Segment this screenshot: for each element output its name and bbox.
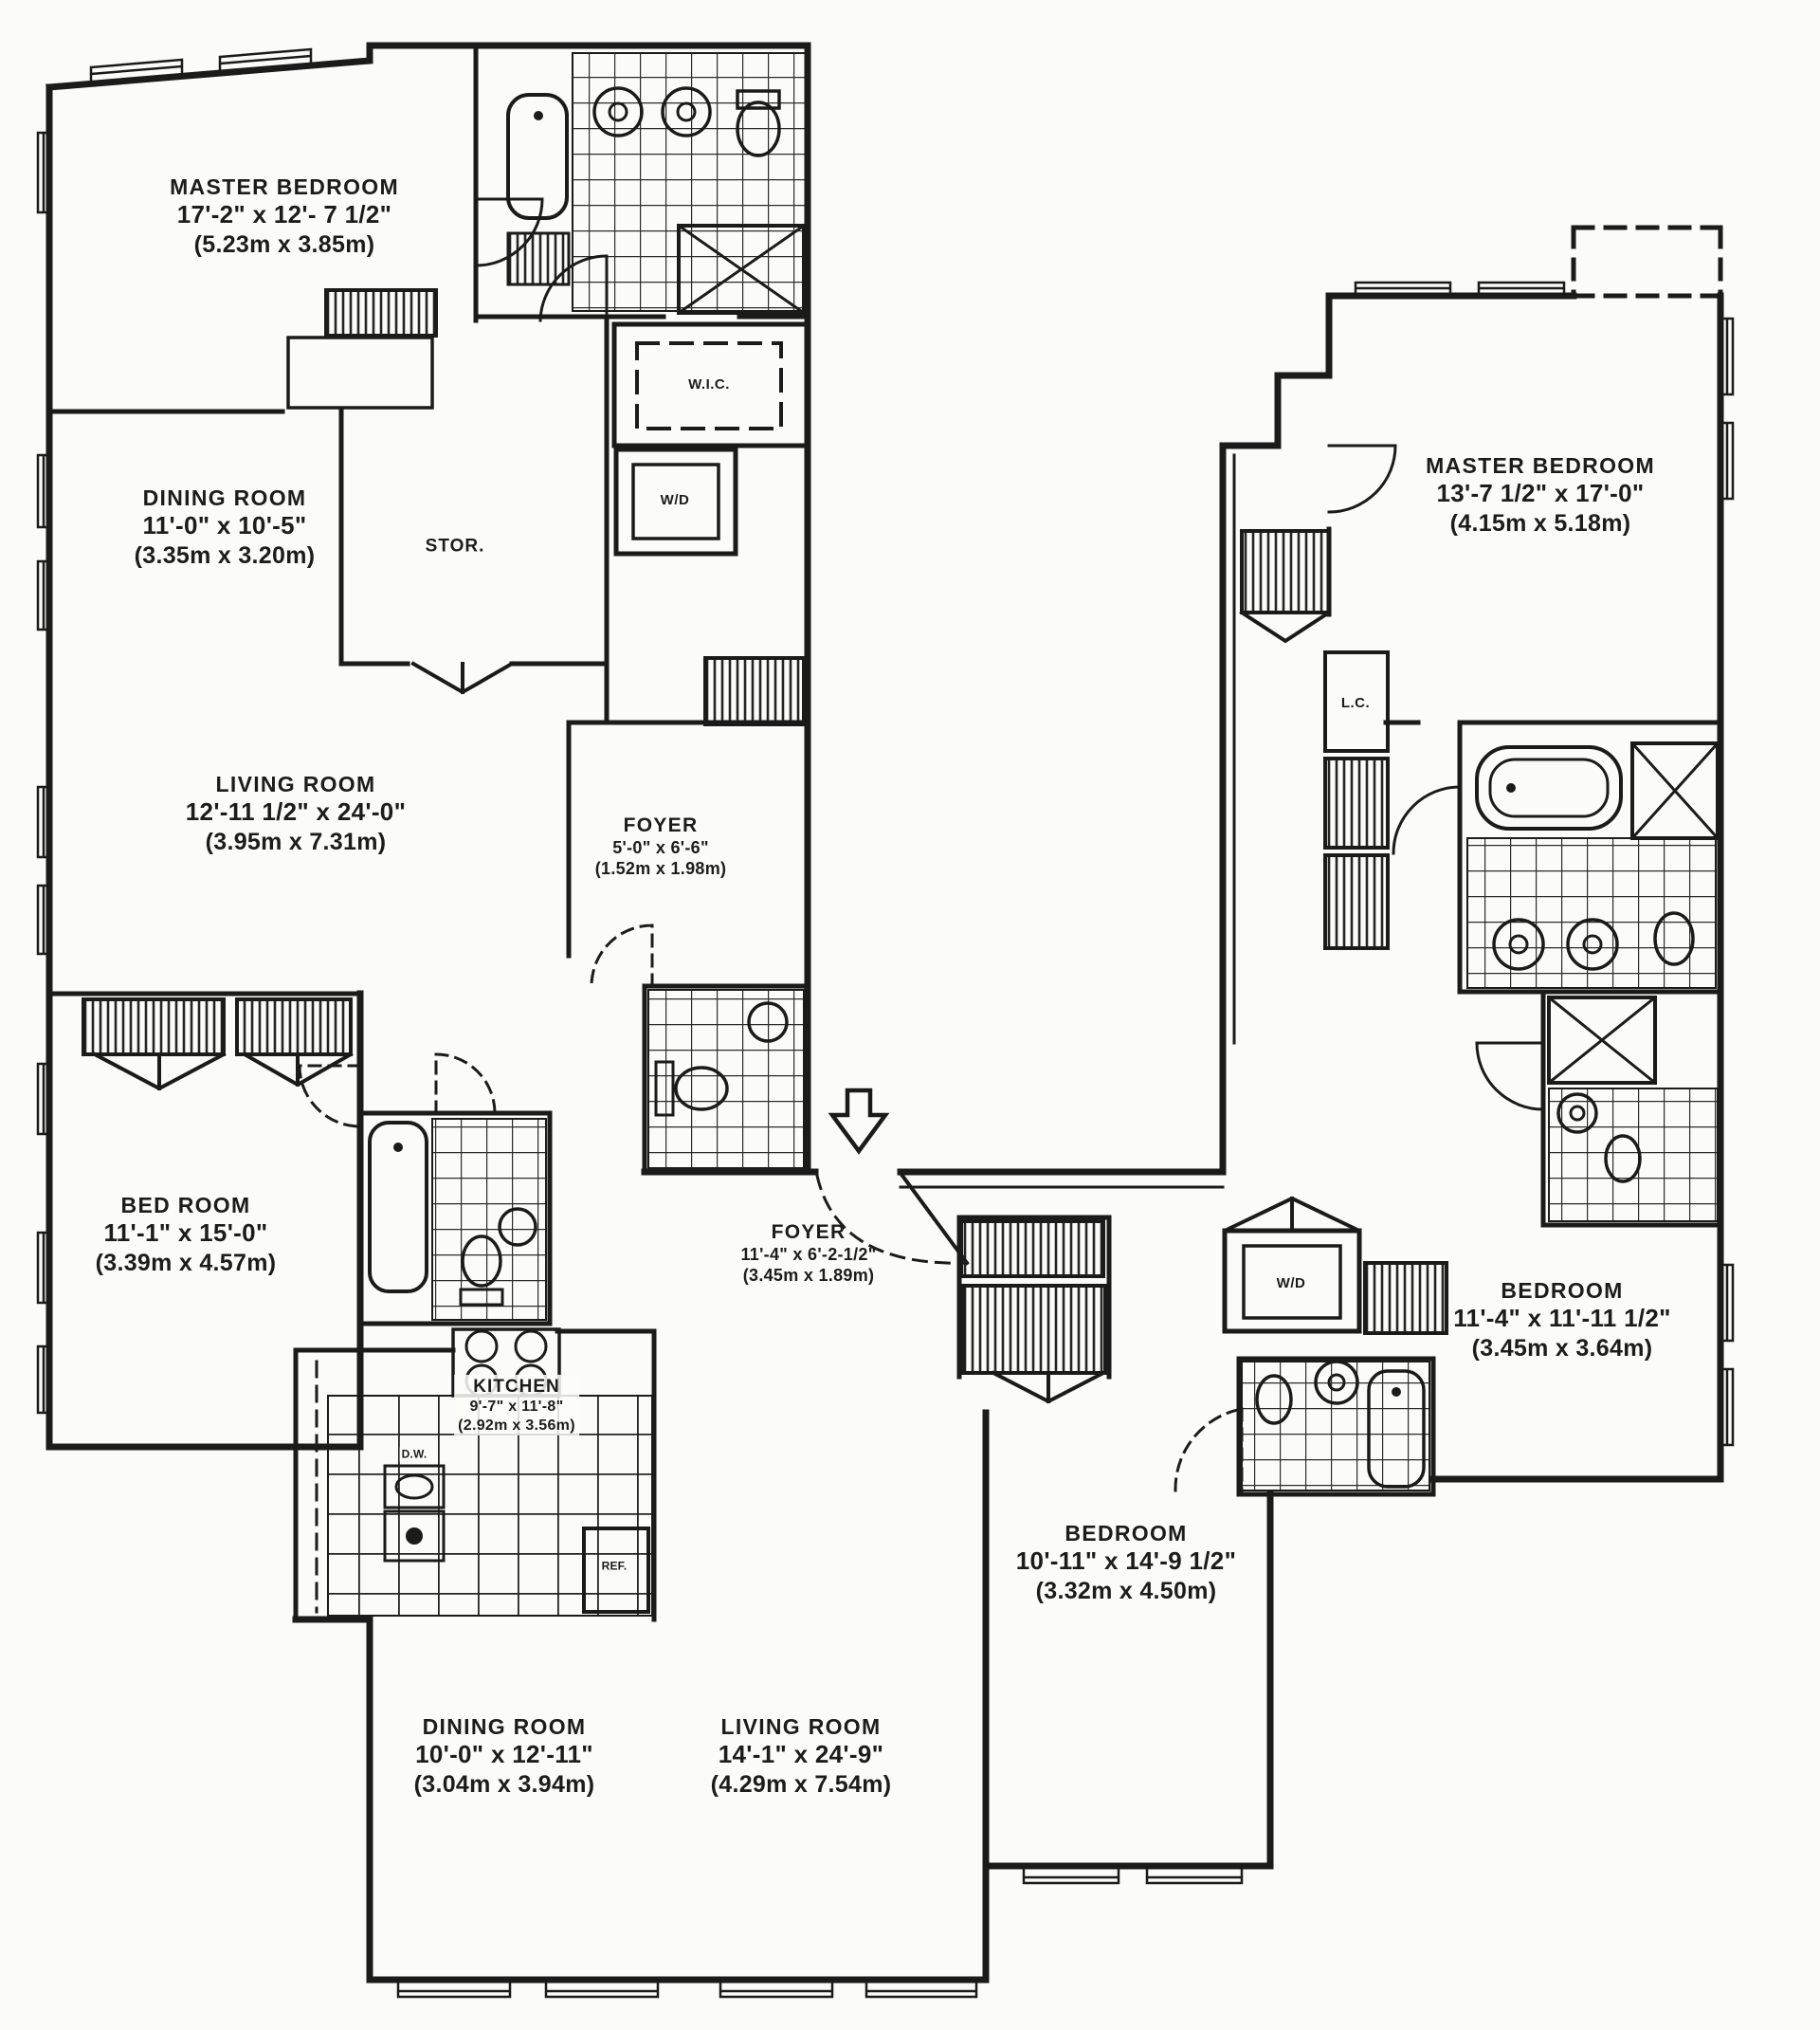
- room-dimensions-metric: (3.45m x 1.89m): [742, 1265, 875, 1285]
- room-dimensions-imperial: 9'-7" x 11'-8": [469, 1399, 564, 1416]
- room-name: LIVING ROOM: [720, 1713, 882, 1739]
- room-label-bedroom-b1: [1453, 1277, 1671, 1362]
- room-name: MASTER BEDROOM: [1426, 452, 1655, 478]
- room-name: DINING ROOM: [142, 485, 307, 510]
- room-dimensions-metric: (3.32m x 4.50m): [1035, 1577, 1217, 1604]
- room-dimensions-imperial: 10'-0" x 12'-11": [415, 1739, 593, 1768]
- room-dimensions-metric: (3.39m x 4.57m): [95, 1249, 277, 1276]
- room-name: BEDROOM: [1065, 1520, 1188, 1545]
- room-name: L.C.: [1340, 694, 1371, 711]
- room-dimensions-metric: (3.04m x 3.94m): [413, 1770, 595, 1798]
- room-dimensions-metric: (4.29m x 7.54m): [710, 1770, 892, 1798]
- room-dimensions-metric: (1.52m x 1.98m): [594, 858, 727, 878]
- room-name: W.I.C.: [688, 375, 730, 393]
- room-label-wd-a: [661, 492, 690, 509]
- room-name: REF.: [601, 1559, 628, 1573]
- room-dimensions-metric: (3.35m x 3.20m): [134, 541, 316, 569]
- room-dimensions-imperial: 14'-1" x 24'-9": [718, 1739, 884, 1768]
- room-dimensions-metric: (3.45m x 3.64m): [1471, 1334, 1653, 1362]
- room-name: FOYER: [771, 1221, 846, 1244]
- room-label-ref-b: [600, 1560, 629, 1574]
- room-name: LIVING ROOM: [215, 771, 376, 796]
- entry-arrow-icon: [832, 1090, 885, 1151]
- room-dimensions-imperial: 12'-11 1/2" x 24'-0": [185, 796, 407, 826]
- room-dimensions-imperial: 17'-2" x 12'- 7 1/2": [176, 199, 392, 229]
- room-name: W/D: [1276, 1274, 1306, 1291]
- room-label-dw-b: [400, 1448, 429, 1462]
- room-dimensions-imperial: 11'-4" x 6'-2-1/2": [740, 1244, 877, 1264]
- room-label-foyer-a: [595, 814, 727, 880]
- room-dimensions-imperial: 5'-0" x 6'-6": [612, 837, 709, 857]
- room-dimensions-imperial: 11'-4" x 11'-11 1/2": [1453, 1303, 1671, 1332]
- room-label-dining-room-a: [135, 485, 316, 570]
- room-name: FOYER: [623, 814, 699, 837]
- room-dimensions-imperial: 11'-1" x 15'-0": [103, 1217, 268, 1247]
- room-dimensions-metric: (5.23m x 3.85m): [193, 230, 375, 258]
- room-label-wic-a: [688, 376, 730, 393]
- room-dimensions-metric: (2.92m x 3.56m): [458, 1417, 575, 1434]
- room-dimensions-metric: (4.15m x 5.18m): [1449, 509, 1631, 537]
- room-label-bedroom-b2: [1016, 1520, 1236, 1605]
- room-label-living-room-b: [711, 1713, 892, 1799]
- room-dimensions-imperial: 10'-11" x 14'-9 1/2": [1015, 1545, 1237, 1575]
- room-dimensions-imperial: 11'-0" x 10'-5": [142, 510, 307, 540]
- room-label-lc-b: [1341, 695, 1370, 712]
- dashed-projection: [1574, 228, 1720, 296]
- room-label-foyer-b: [740, 1220, 876, 1287]
- room-name: BED ROOM: [120, 1192, 251, 1217]
- room-dimensions-imperial: 13'-7 1/2" x 17'-0": [1436, 478, 1645, 507]
- room-label-kitchen-b: [454, 1375, 579, 1436]
- room-label-wd-b: [1277, 1275, 1306, 1292]
- room-name: DINING ROOM: [422, 1713, 587, 1739]
- room-name: KITCHEN: [473, 1376, 560, 1397]
- room-name: W/D: [660, 491, 690, 508]
- room-label-storage-a: [426, 535, 485, 557]
- room-name: MASTER BEDROOM: [170, 174, 399, 199]
- room-name: STOR.: [425, 536, 485, 557]
- room-label-dining-room-b: [414, 1713, 595, 1799]
- room-label-living-room-a: [186, 771, 406, 856]
- room-label-bedroom-a: [96, 1192, 277, 1277]
- room-label-master-bedroom-a: [170, 174, 399, 259]
- room-name: BEDROOM: [1501, 1277, 1624, 1303]
- room-name: D.W.: [401, 1447, 428, 1461]
- room-label-master-bedroom-b: [1426, 452, 1655, 538]
- room-dimensions-metric: (3.95m x 7.31m): [205, 828, 387, 855]
